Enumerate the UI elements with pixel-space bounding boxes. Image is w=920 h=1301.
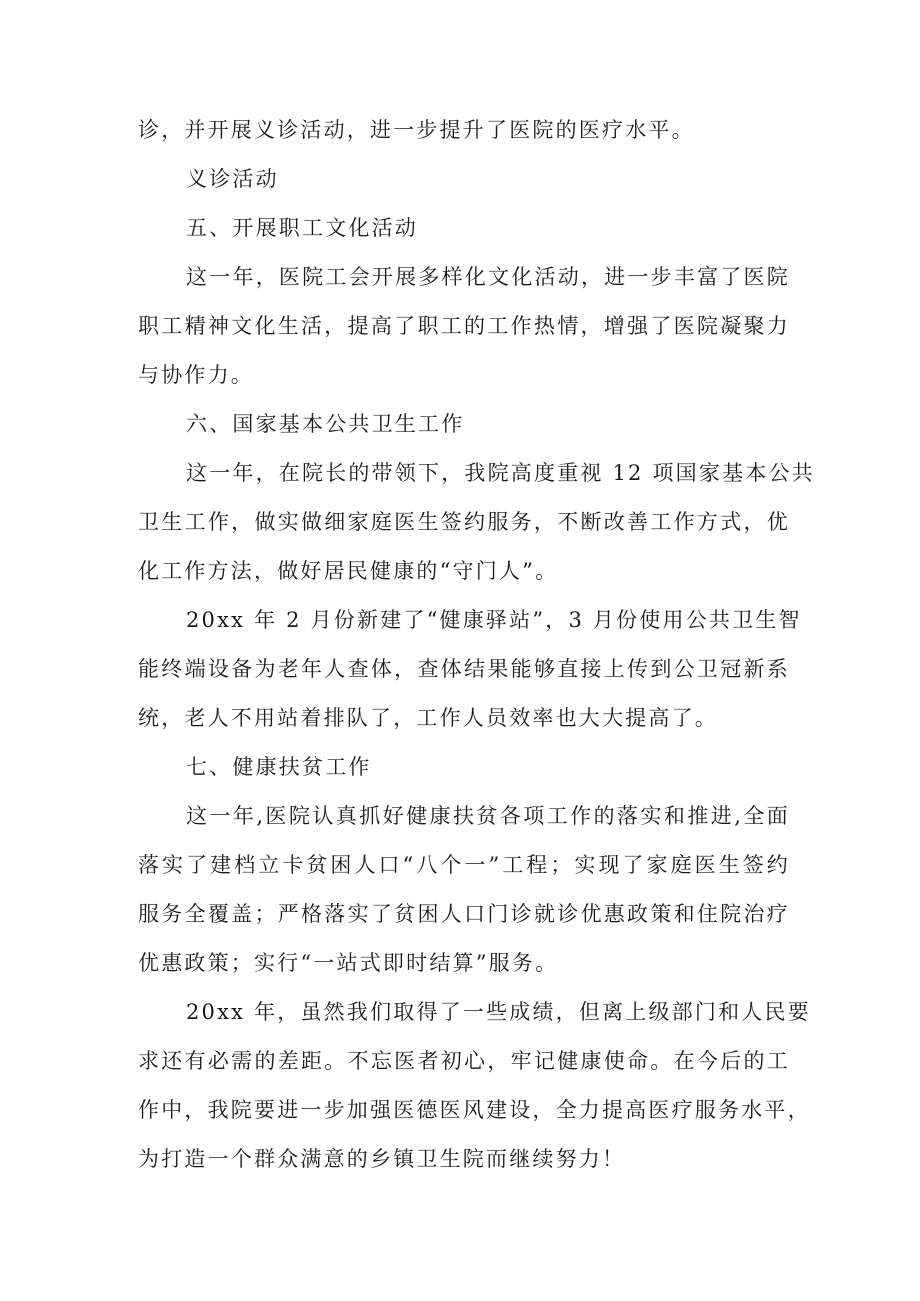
paragraph-line: 这一年，在院长的带领下，我院高度重视 12 项国家基本公共 — [186, 461, 815, 485]
document-page — [138, 106, 815, 1184]
paragraph-line: 这一年，医院工会开展多样化文化活动，进一步丰富了医院 — [186, 265, 790, 289]
paragraph-line: 诊，并开展义诊活动，进一步提升了医院的医疗水平。 — [138, 118, 695, 142]
section-heading-6: 六、国家基本公共卫生工作 — [186, 412, 465, 436]
paragraph-line: 20xx 年，虽然我们取得了一些成绩，但离上级部门和人民要 — [186, 1000, 811, 1024]
paragraph-line: 职工精神文化生活，提高了职工的工作热情，增强了医院凝聚力 — [138, 314, 790, 338]
paragraph-line: 这一年,医院认真抓好健康扶贫各项工作的落实和推进,全面 — [186, 804, 790, 828]
section-heading-5: 五、开展职工文化活动 — [186, 216, 418, 240]
paragraph-line: 化工作方法，做好居民健康的“守门人”。 — [138, 559, 559, 583]
paragraph-line: 卫生工作，做实做细家庭医生签约服务，不断改善工作方式，优 — [138, 510, 790, 534]
paragraph-line: 落实了建档立卡贫困人口“八个一”工程；实现了家庭医生签约 — [138, 853, 790, 877]
section-heading-7: 七、健康扶贫工作 — [186, 755, 372, 779]
paragraph-line: 为打造一个群众满意的乡镇卫生院而继续努力！ — [138, 1147, 626, 1171]
paragraph-line: 统，老人不用站着排队了，工作人员效率也大大提高了。 — [138, 706, 718, 730]
paragraph-line: 求还有必需的差距。不忘医者初心，牢记健康使命。在今后的工 — [138, 1049, 790, 1073]
paragraph-line: 20xx 年 2 月份新建了“健康驿站”，3 月份使用公共卫生智 — [186, 608, 802, 632]
subheading-free-clinic: 义诊活动 — [186, 167, 279, 191]
paragraph-line: 优惠政策；实行“一站式即时结算”服务。 — [138, 951, 559, 975]
paragraph-line: 与协作力。 — [138, 363, 254, 387]
paragraph-line: 作中，我院要进一步加强医德医风建设，全力提高医疗服务水平， — [138, 1098, 811, 1122]
paragraph-line: 服务全覆盖；严格落实了贫困人口门诊就诊优惠政策和住院治疗 — [138, 902, 790, 926]
paragraph-line: 能终端设备为老年人查体，查体结果能够直接上传到公卫冠新系 — [138, 657, 790, 681]
